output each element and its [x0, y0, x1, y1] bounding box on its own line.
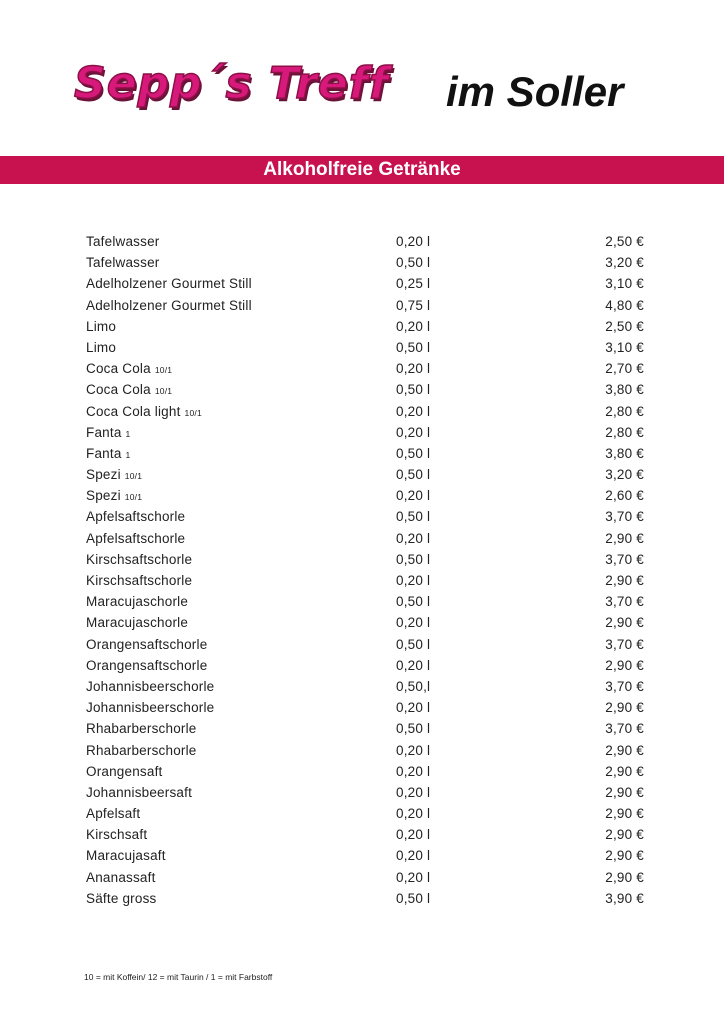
item-name-text: Apfelsaft	[86, 806, 141, 822]
item-name	[86, 718, 197, 739]
item-price: 2,90 €	[605, 806, 644, 822]
item-name-text: Spezi	[86, 467, 121, 483]
item-name-text: Säfte gross	[86, 890, 157, 906]
menu-item-row	[0, 867, 724, 888]
item-name	[86, 803, 140, 824]
menu-item-row	[0, 252, 724, 273]
item-name	[86, 867, 156, 888]
item-price: 2,90 €	[605, 763, 644, 779]
menu-item-row	[0, 888, 724, 909]
item-name	[86, 655, 207, 676]
item-size: 0,20 l	[396, 827, 431, 843]
item-name-text: Fanta	[86, 445, 122, 461]
item-price: 2,90 €	[605, 530, 644, 546]
menu-item-row	[0, 485, 724, 506]
menu-item-row	[0, 803, 724, 824]
item-price: 3,20 €	[605, 467, 644, 483]
menu-item-row	[0, 316, 724, 337]
item-additive-note: 10/1	[184, 407, 202, 418]
item-price: 2,90 €	[605, 827, 644, 843]
item-name	[86, 612, 188, 633]
footnote: 10 = mit Koffein/ 12 = mit Taurin / 1 = mit Farbstoff	[84, 972, 273, 982]
page-header	[0, 58, 724, 128]
section-header-bar	[0, 156, 724, 184]
item-additive-note: 10/1	[124, 492, 143, 503]
item-price: 3,70 €	[605, 721, 644, 737]
item-name	[86, 316, 116, 337]
item-price: 4,80 €	[605, 297, 644, 313]
item-size: 0,50 l	[396, 551, 431, 567]
menu-item-row	[0, 506, 724, 527]
item-name-text: Kirschsaftschorle	[86, 551, 193, 567]
item-price: 3,80 €	[605, 382, 644, 398]
item-name-text: Johannisbeersaft	[86, 784, 193, 800]
item-name-text: Ananassaft	[86, 869, 156, 885]
item-size: 0,20 l	[396, 848, 431, 864]
item-name	[86, 506, 185, 527]
item-size: 0,25 l	[396, 276, 431, 292]
menu-item-row	[0, 655, 724, 676]
menu-item-row	[0, 295, 724, 316]
item-additive-note: 10/1	[154, 386, 173, 397]
item-size: 0,20 l	[396, 318, 431, 334]
item-size: 0,20 l	[396, 234, 431, 249]
item-name	[86, 591, 188, 612]
item-name	[86, 273, 252, 294]
menu-item-row	[0, 612, 724, 633]
item-name-text: Limo	[86, 318, 117, 334]
item-name	[86, 358, 172, 381]
item-additive-note: 10/1	[154, 365, 173, 376]
item-size: 0,20 l	[396, 615, 431, 631]
item-name	[86, 252, 159, 273]
item-price: 2,90 €	[605, 700, 644, 716]
item-name-text: Tafelwasser	[86, 255, 160, 271]
item-name-text: Kirschsaftschorle	[86, 573, 193, 588]
item-name-text: Maracujaschorle	[86, 615, 189, 631]
item-size: 0,20 l	[396, 424, 431, 440]
item-name	[86, 443, 130, 466]
menu-item-row	[0, 443, 724, 464]
item-name	[86, 761, 163, 782]
item-size: 0,50 l	[396, 721, 431, 737]
menu-item-row	[0, 464, 724, 485]
item-name-text: Adelholzener Gourmet Still	[86, 276, 252, 292]
item-price: 2,50 €	[605, 318, 644, 334]
item-price: 3,10 €	[605, 276, 644, 292]
item-size: 0,50,l	[396, 678, 431, 694]
item-size: 0,50 l	[396, 509, 431, 525]
item-price: 3,70 €	[605, 551, 644, 567]
item-name	[86, 528, 185, 549]
item-name	[86, 401, 202, 424]
menu-item-row	[0, 634, 724, 655]
item-price: 3,70 €	[605, 594, 644, 610]
menu-item-row	[0, 528, 724, 549]
item-name-text: Rhabarberschorle	[86, 721, 197, 737]
item-name-text: Apfelsaftschorle	[86, 530, 186, 546]
menu-item-row	[0, 549, 724, 570]
item-name	[86, 485, 142, 508]
item-name-text: Maracujaschorle	[86, 594, 189, 610]
item-price: 3,20 €	[605, 255, 644, 271]
item-name-text: Tafelwasser	[86, 234, 160, 249]
item-name-text: Spezi	[86, 488, 121, 504]
item-price: 2,90 €	[605, 848, 644, 864]
item-size: 0,20 l	[396, 361, 431, 377]
item-size: 0,20 l	[396, 869, 431, 885]
item-name-text: Coca Cola light	[86, 403, 181, 419]
item-name	[86, 231, 159, 252]
item-size: 0,50 l	[396, 339, 431, 355]
item-name	[86, 422, 130, 445]
item-size: 0,20 l	[396, 784, 431, 800]
menu-item-row	[0, 273, 724, 294]
menu-item-row	[0, 782, 724, 803]
drinks-menu-list	[0, 231, 724, 909]
menu-item-row	[0, 697, 724, 718]
menu-item-row	[0, 740, 724, 761]
item-name-text: Johannisbeerschorle	[86, 700, 215, 716]
menu-item-row	[0, 591, 724, 612]
item-size: 0,20 l	[396, 530, 431, 546]
item-name	[86, 464, 142, 487]
item-price: 2,90 €	[605, 657, 644, 673]
item-price: 2,70 €	[605, 361, 644, 377]
item-name	[86, 379, 172, 402]
item-additive-note: 1	[125, 428, 131, 439]
menu-item-row	[0, 401, 724, 422]
item-name-text: Coca Cola	[86, 361, 151, 377]
item-size: 0,50 l	[396, 636, 431, 652]
item-name-text: Adelholzener Gourmet Still	[86, 297, 252, 313]
item-additive-note: 1	[125, 449, 131, 460]
item-name-text: Orangensaftschorle	[86, 657, 208, 673]
item-price: 3,70 €	[605, 678, 644, 694]
item-name	[86, 845, 166, 866]
item-name-text: Johannisbeerschorle	[86, 678, 215, 694]
menu-item-row	[0, 824, 724, 845]
item-size: 0,50 l	[396, 594, 431, 610]
item-name-text: Limo	[86, 339, 117, 355]
item-name-text: Rhabarberschorle	[86, 742, 197, 758]
item-size: 0,50 l	[396, 255, 431, 271]
item-size: 0,20 l	[396, 742, 431, 758]
item-price: 3,70 €	[605, 509, 644, 525]
item-size: 0,50 l	[396, 382, 431, 398]
item-size: 0,75 l	[396, 297, 431, 313]
item-price: 2,90 €	[605, 869, 644, 885]
item-name	[86, 824, 147, 845]
item-size: 0,20 l	[396, 403, 431, 419]
item-price: 2,80 €	[605, 403, 644, 419]
item-size: 0,50 l	[396, 467, 431, 483]
item-price: 3,80 €	[605, 445, 644, 461]
section-title: Alkoholfreie Getränke	[263, 159, 461, 180]
item-size: 0,20 l	[396, 806, 431, 822]
item-name	[86, 697, 214, 718]
item-name-text: Orangensaft	[86, 763, 163, 779]
item-size: 0,50 l	[396, 445, 431, 461]
item-name	[86, 676, 214, 697]
item-price: 2,90 €	[605, 615, 644, 631]
item-price: 3,90 €	[605, 890, 644, 906]
item-name-text: Maracujasaft	[86, 848, 166, 864]
item-name-text: Orangensaftschorle	[86, 636, 208, 652]
item-name	[86, 634, 207, 655]
item-name-text: Kirschsaft	[86, 827, 148, 843]
item-price: 2,90 €	[605, 784, 644, 800]
menu-item-row	[0, 337, 724, 358]
item-name-text: Coca Cola	[86, 382, 151, 398]
item-price: 2,90 €	[605, 573, 644, 588]
item-name	[86, 295, 252, 316]
item-price: 2,90 €	[605, 742, 644, 758]
item-name	[86, 549, 192, 570]
menu-item-row	[0, 845, 724, 866]
item-size: 0,20 l	[396, 488, 431, 504]
item-size: 0,20 l	[396, 763, 431, 779]
brand-subtitle: im Soller	[446, 68, 624, 115]
menu-item-row	[0, 570, 724, 591]
menu-item-row	[0, 358, 724, 379]
menu-item-row	[0, 379, 724, 400]
item-size: 0,20 l	[396, 657, 431, 673]
item-price: 2,80 €	[605, 424, 644, 440]
item-name	[86, 888, 157, 909]
menu-item-row	[0, 231, 724, 252]
item-size: 0,50 l	[396, 890, 431, 906]
brand-logo: Sepp´s Treff	[74, 58, 390, 109]
item-size: 0,20 l	[396, 573, 431, 588]
item-name	[86, 570, 192, 591]
item-name-text: Apfelsaftschorle	[86, 509, 186, 525]
menu-item-row	[0, 422, 724, 443]
item-size: 0,20 l	[396, 700, 431, 716]
menu-item-row	[0, 676, 724, 697]
menu-item-row	[0, 761, 724, 782]
item-name	[86, 337, 116, 358]
item-price: 3,10 €	[605, 339, 644, 355]
item-name-text: Fanta	[86, 424, 122, 440]
item-name	[86, 740, 197, 761]
item-price: 3,70 €	[605, 636, 644, 652]
item-name	[86, 782, 192, 803]
item-price: 2,50 €	[605, 234, 644, 249]
item-price: 2,60 €	[605, 488, 644, 504]
menu-item-row	[0, 718, 724, 739]
item-additive-note: 10/1	[124, 471, 143, 482]
